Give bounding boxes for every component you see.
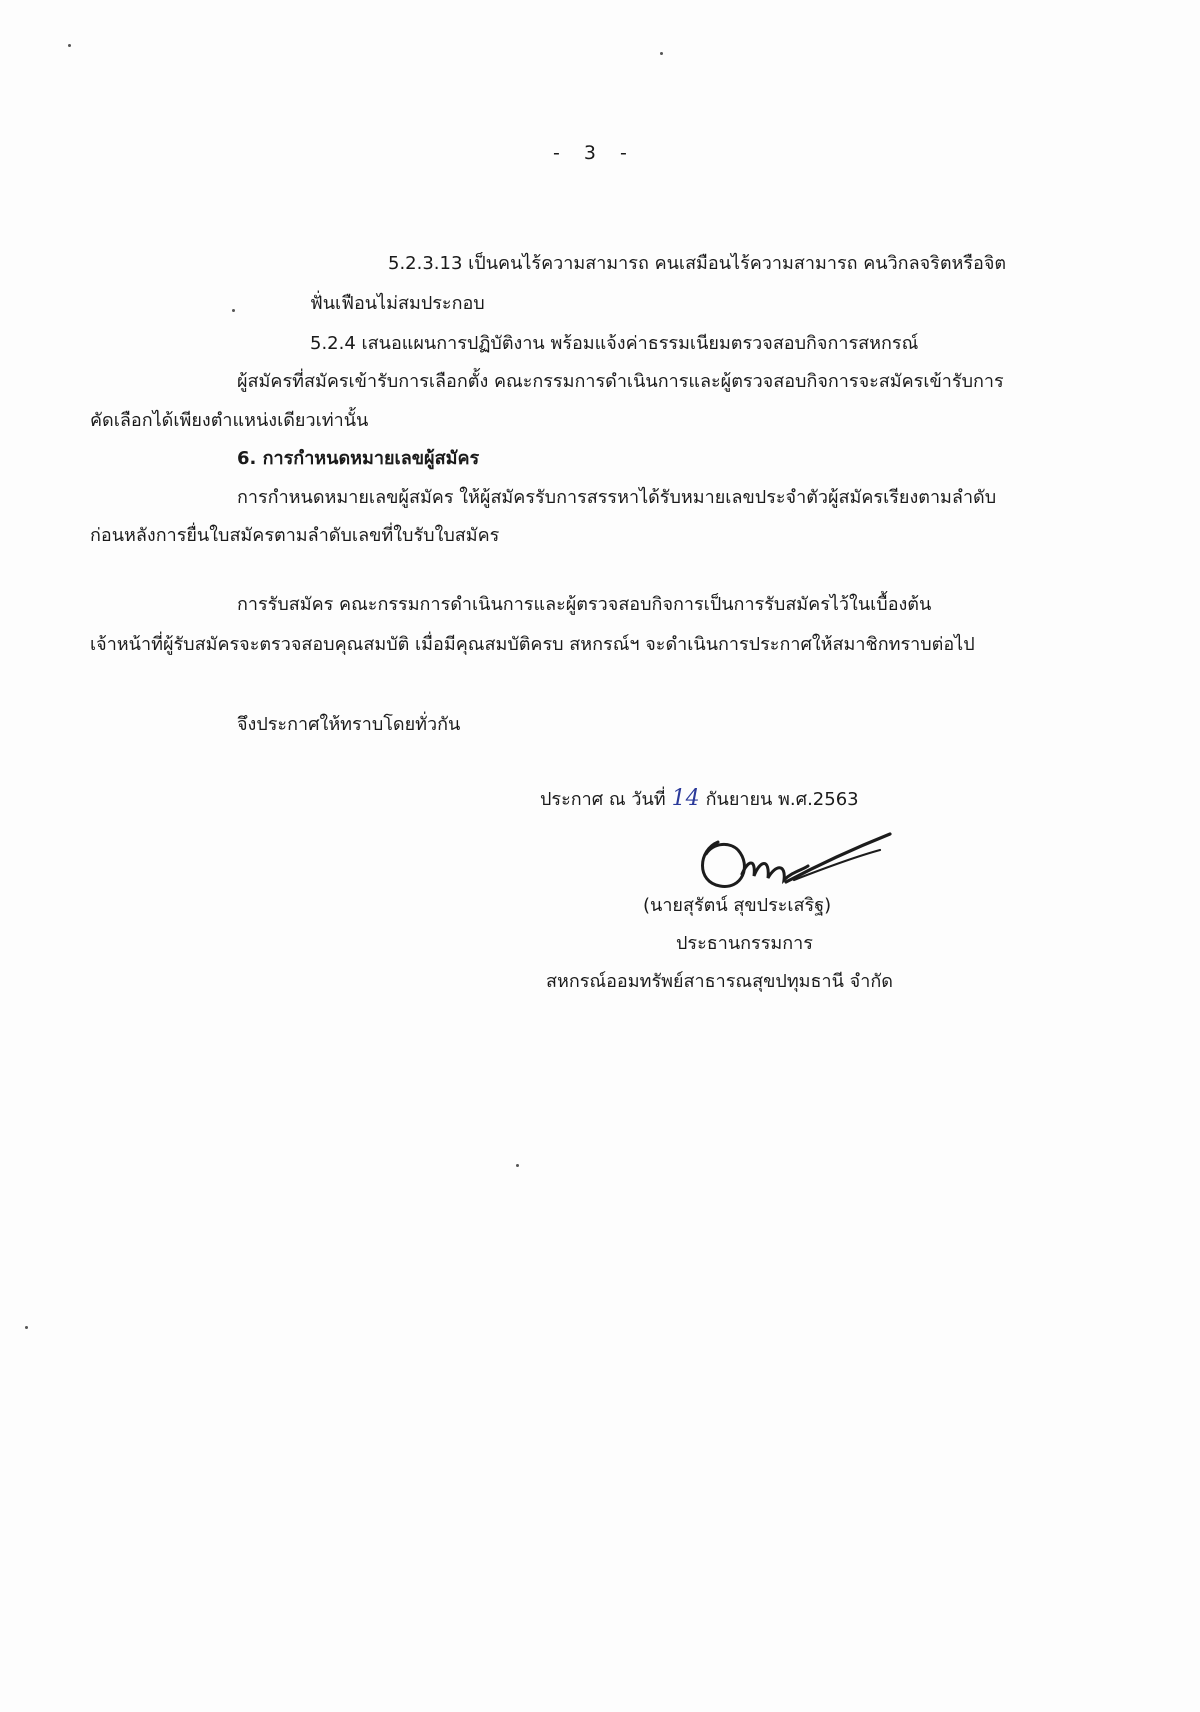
announcement-date	[540, 788, 859, 810]
signatory-organization: สหกรณ์ออมทรัพย์สาธารณสุขปทุมธานี จำกัด	[546, 971, 893, 992]
page-number	[553, 144, 627, 163]
page-number-value: 3	[583, 142, 596, 164]
scan-speck	[232, 309, 235, 312]
section-6-line-1: การกำหนดหมายเลขผู้สมัคร ให้ผู้สมัครรับการสรรหาได้รับหมายเลขประจำตัวผู้สมัครเรียงตามลำดับ	[237, 487, 997, 508]
clause-5-2-3-13-continued: ฟั่นเฟือนไม่สมประกอบ	[310, 293, 485, 314]
paragraph-applicant-line-2: คัดเลือกได้เพียงตำแหน่งเดียวเท่านั้น	[90, 410, 369, 431]
closing-statement: จึงประกาศให้ทราบโดยทั่วกัน	[237, 714, 461, 735]
section-6-heading: 6. การกำหนดหมายเลขผู้สมัคร	[237, 448, 480, 469]
registration-line-2: เจ้าหน้าที่ผู้รับสมัครจะตรวจสอบคุณสมบัติ เมื่อมีคุณสมบัติครบ สหกรณ์ฯ จะดำเนินการประกาศให้สมาชิกทราบต่อไป	[90, 634, 975, 655]
scan-speck	[68, 44, 71, 47]
handwritten-signature	[690, 820, 900, 900]
signatory-name: (นายสุรัตน์ สุขประเสริฐ)	[643, 895, 832, 916]
paragraph-applicant-line-1: ผู้สมัครที่สมัครเข้ารับการเลือกตั้ง คณะกรรมการดำเนินการและผู้ตรวจสอบกิจการจะสมัครเข้ารับการ	[237, 371, 1004, 392]
scan-speck	[660, 52, 663, 55]
announcement-date-prefix: ประกาศ ณ วันที่	[540, 789, 666, 810]
page-number-dash-right: -	[619, 142, 627, 164]
handwritten-day: 14	[671, 786, 700, 811]
announcement-date-suffix: กันยายน พ.ศ.2563	[705, 789, 859, 810]
clause-5-2-4: 5.2.4 เสนอแผนการปฏิบัติงาน พร้อมแจ้งค่าธรรมเนียมตรวจสอบกิจการสหกรณ์	[310, 333, 919, 354]
registration-line-1: การรับสมัคร คณะกรรมการดำเนินการและผู้ตรวจสอบกิจการเป็นการรับสมัครไว้ในเบื้องต้น	[237, 594, 932, 615]
clause-5-2-3-13: 5.2.3.13 เป็นคนไร้ความสามารถ คนเสมือนไร้ความสามารถ คนวิกลจริตหรือจิต	[388, 253, 1007, 274]
page-number-dash-left: -	[553, 142, 560, 164]
signatory-position: ประธานกรรมการ	[676, 933, 813, 954]
section-6-line-2: ก่อนหลังการยื่นใบสมัครตามลำดับเลขที่ใบรับใบสมัคร	[90, 525, 500, 546]
scan-speck	[25, 1326, 28, 1329]
scan-speck	[516, 1164, 519, 1167]
